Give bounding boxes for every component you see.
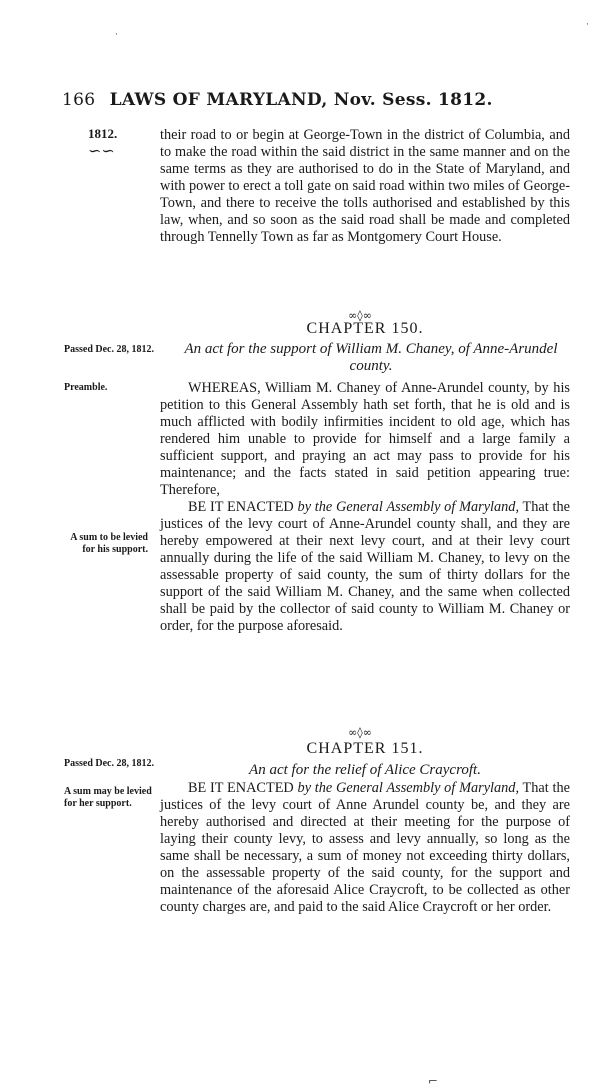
- page-number: 166: [62, 90, 96, 110]
- margin-ch150-passed: Passed Dec. 28, 1812.: [64, 344, 154, 355]
- squiggle-ornament: ∽∽: [88, 141, 115, 160]
- chapter-150-preamble: WHEREAS, William M. Chaney of Anne-Arundel county, by his petition to this General Assembly hath set forth, that he is old and is much afflicted with bodily infirmities incident to old age, which has rendered him unable to provide for himself and a large family a sufficient support, and praying an act may pass to provide for his maintenance; and the facts stated in said petition appearing true: Therefore,: [160, 380, 570, 498]
- chapter-151-heading: CHAPTER 151.: [306, 740, 424, 757]
- divider-ornament: ∞◊∞: [348, 309, 372, 322]
- enact-caps: BE IT ENACTED: [188, 780, 294, 796]
- margin-ch151-passed: Passed Dec. 28, 1812.: [64, 758, 154, 769]
- header-session: Nov. Sess. 1812.: [333, 90, 493, 110]
- margin-year: 1812.: [88, 126, 118, 141]
- chapter-150-enactment: [160, 499, 570, 635]
- continuation-text: their road to or begin at George-Town in the district of Columbia, and to make the road within the said district in the same manner and on the same terms as they are authorised to do in the State of Maryland, and with power to erect a toll gate on said road within two miles of George-Town, and there to receive the tolls authorised and established by this law, when, and so soon as the said road shall be made and completed through Tennelly Town as far as Montgomery Court House.: [160, 127, 570, 245]
- continuation-paragraph: [160, 127, 570, 246]
- page-header: [62, 90, 532, 110]
- scan-speck: ·: [586, 20, 589, 30]
- divider-ornament-2: ∞◊∞: [348, 726, 372, 739]
- enact-italic: by the General Assembly of Maryland,: [297, 499, 520, 515]
- chapter-151-body: [160, 780, 570, 916]
- chapter-151-enactment: [160, 780, 570, 916]
- scan-speck: ·: [115, 30, 118, 40]
- header-title: LAWS OF MARYLAND,: [109, 90, 328, 110]
- enact-caps: BE IT ENACTED: [188, 499, 294, 515]
- enact-text: That the justices of the levy court of Anne-Arundel county shall, and they are hereby empowered at their next levy court, and at their levy court annually during the life of the said William M. Chaney, to levy on the assessable property of said county, the sum of thirty dollars for the support of the said William M. Chaney, and the same when collected shall be paid by the collector of said county to William M. Chaney or order, for the purpose aforesaid.: [160, 499, 570, 634]
- margin-ch150-sum: A sum to be levied for his support.: [70, 532, 148, 555]
- margin-ch151-sum: A sum may be levied for her support.: [64, 786, 152, 809]
- enact-italic: by the General Assembly of Maryland,: [297, 780, 520, 796]
- chapter-150-heading: CHAPTER 150.: [306, 320, 424, 337]
- chapter-151-title: An act for the relief of Alice Craycroft.: [249, 762, 481, 778]
- margin-preamble: Preamble.: [64, 382, 108, 393]
- chapter-150-body: [160, 380, 570, 635]
- chapter-150-title: An act for the support of William M. Chaney, of Anne-Arundel county.: [184, 341, 558, 374]
- enact-text: That the justices of the levy court of Anne Arundel county be, and they are hereby authorised and directed at their meeting for the purpose of laying their county levy, to assess and levy annually, so long as the same shall be necessary, a sum of money not exceeding thirty dollars, on the assessable property of the said county, for the support and maintenance of the aforesaid Alice Craycroft, to be collected as other county charges are, and paid to the said Alice Craycroft or her order.: [160, 780, 570, 915]
- scan-mark: ⌐: [428, 1074, 439, 1088]
